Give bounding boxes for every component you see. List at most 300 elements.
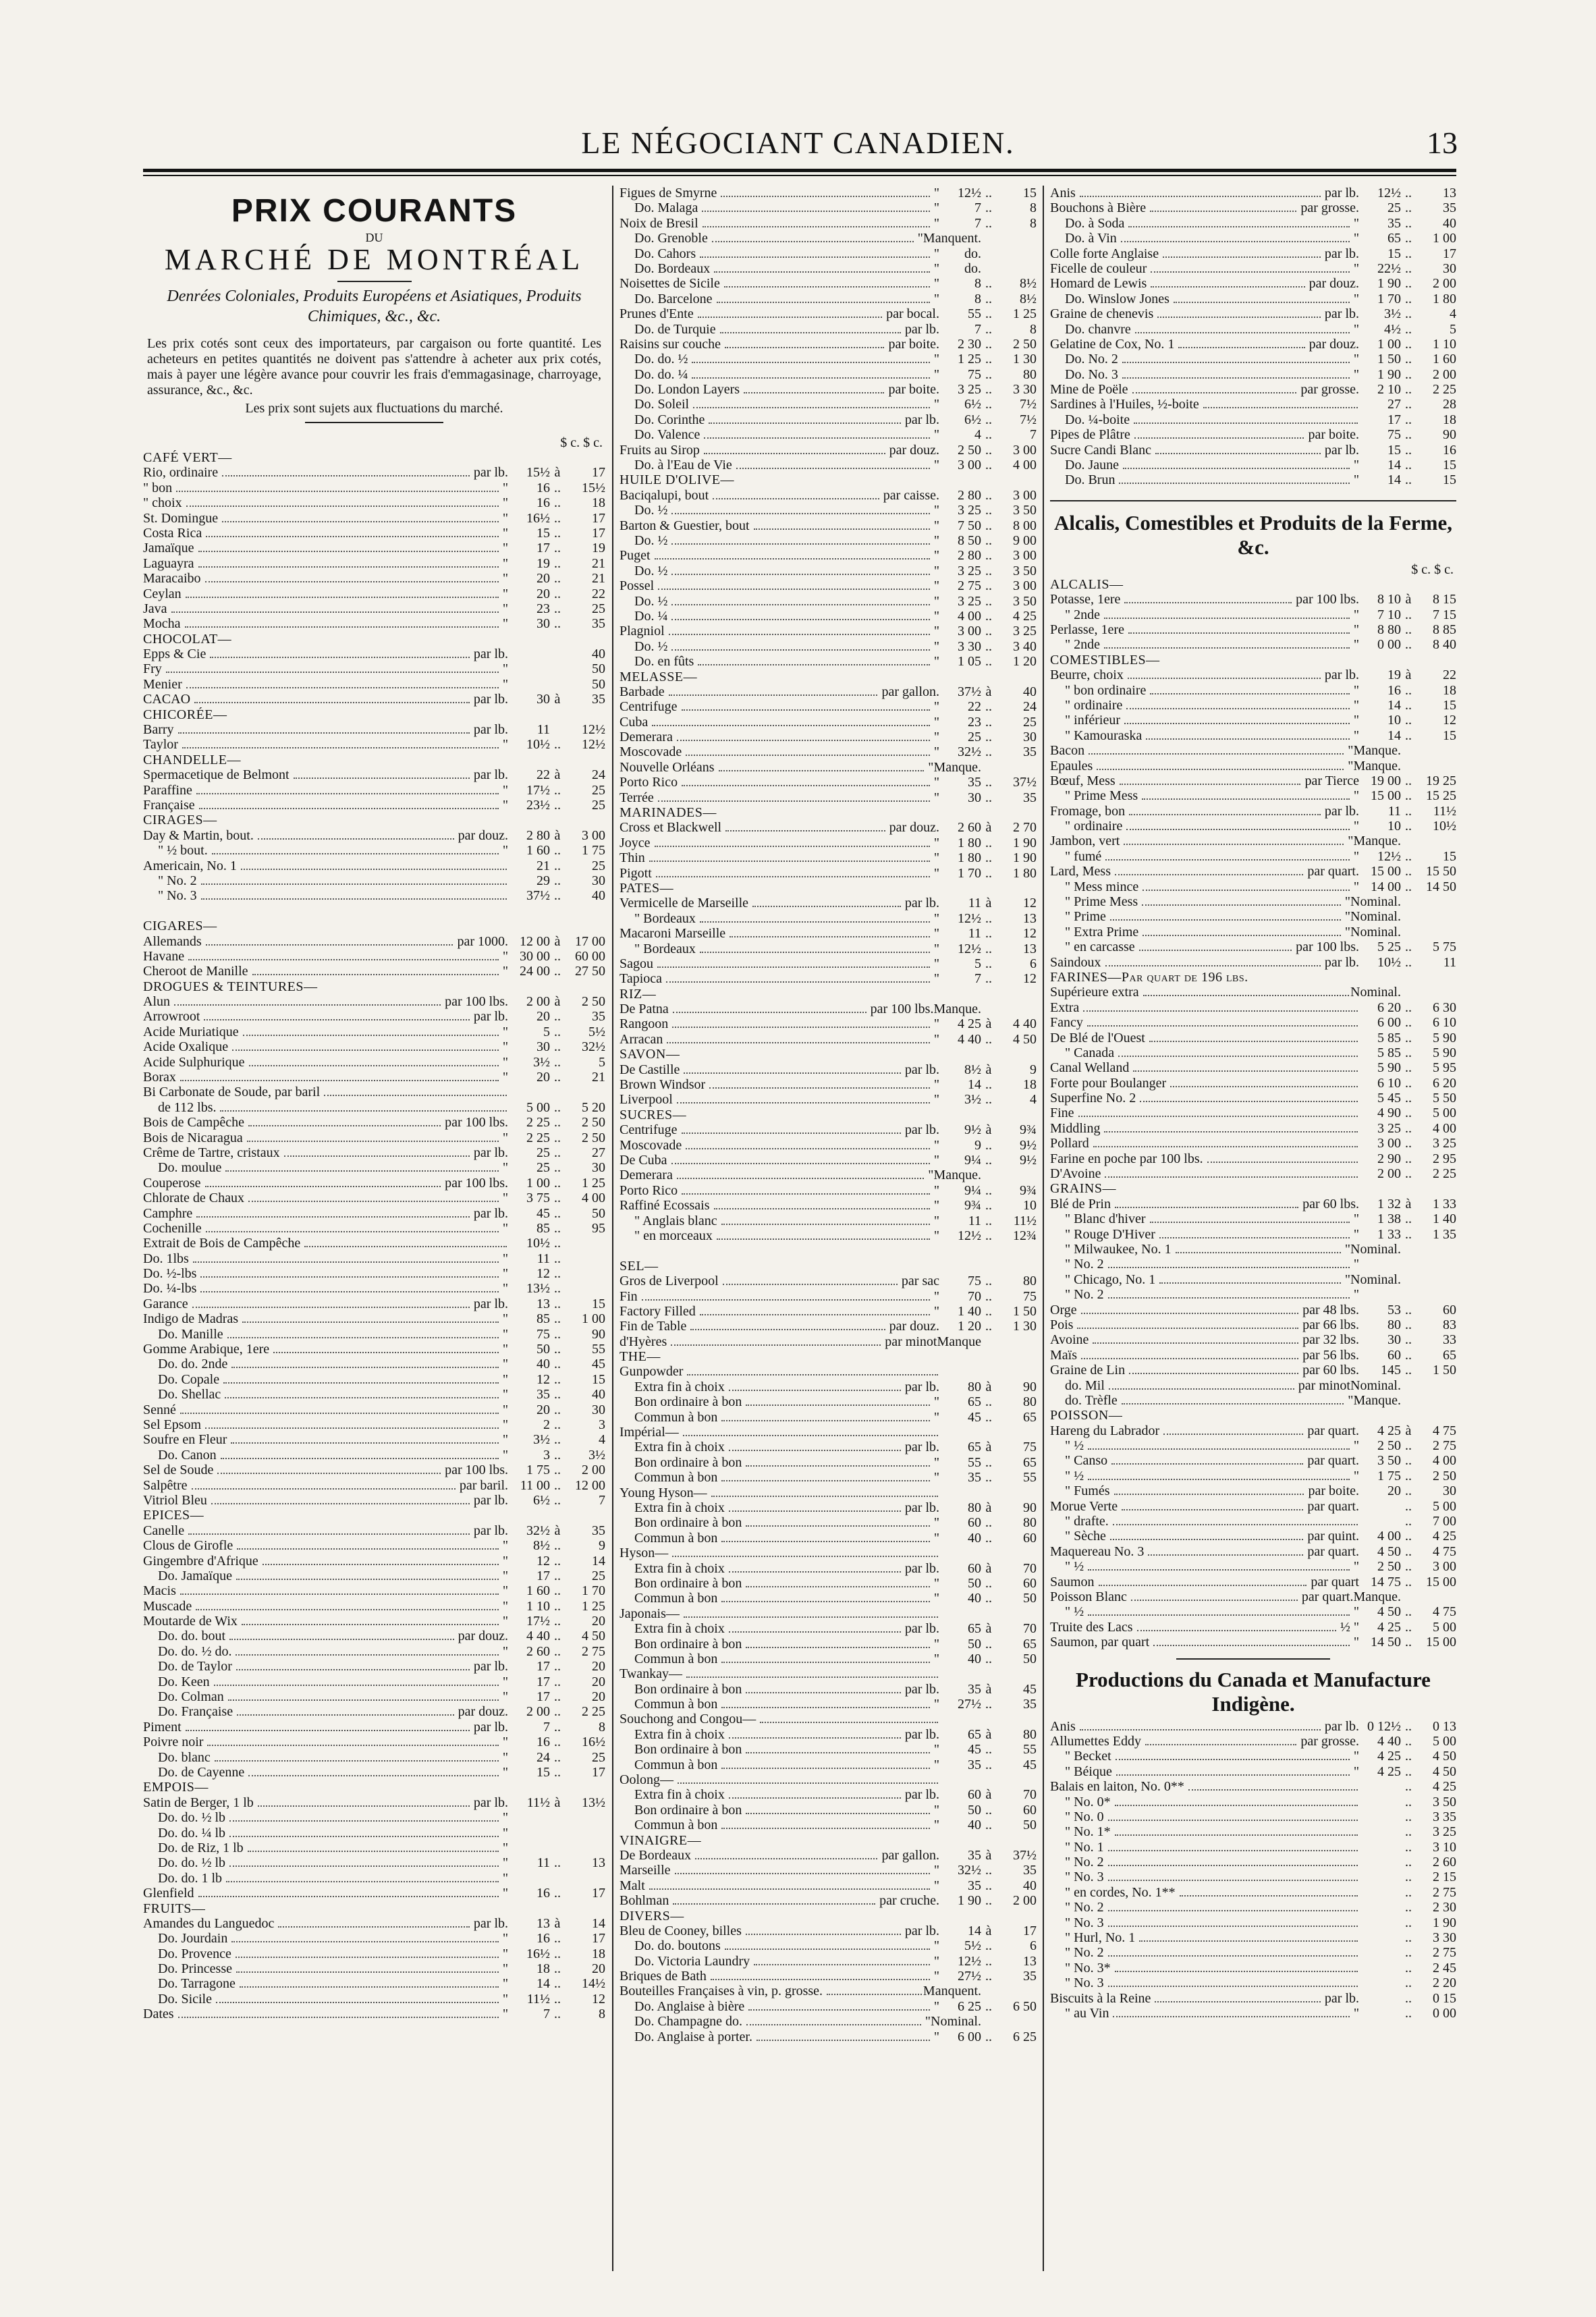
price-row	[1050, 1915, 1456, 1930]
price-low: 11	[968, 1213, 981, 1228]
dot-leader	[226, 1881, 499, 1882]
price-high: 1 60	[1433, 352, 1456, 367]
price-low: 2 50	[1377, 1559, 1401, 1575]
price-separator: ..	[1405, 682, 1412, 698]
item-unit: par quart.	[1307, 1544, 1359, 1559]
price-separator: ..	[1405, 1317, 1412, 1332]
item-name: De Bordeaux	[620, 1847, 692, 1863]
category-heading	[143, 919, 605, 933]
price-separator: à	[985, 1440, 992, 1455]
item-name: Do. de Riz, 1 lb	[158, 1840, 244, 1855]
price-high: 17	[592, 465, 605, 481]
item-name: Do. Grenoble	[634, 231, 708, 246]
price-separator: ..	[1405, 1960, 1412, 1975]
price-row	[143, 1130, 605, 1145]
price-row	[1050, 1734, 1456, 1749]
item-name: Bois de Campêche	[143, 1115, 244, 1130]
price-separator: ..	[554, 1674, 561, 1689]
price-low: 6 20	[1377, 1000, 1401, 1015]
price-high: 6 25	[1013, 2029, 1037, 2044]
price-high: 12	[592, 1991, 605, 2007]
price-separator: ..	[1405, 1870, 1412, 1885]
price-low: 2 80	[958, 487, 981, 503]
item-unit: "	[933, 1153, 939, 1168]
price-high: 65	[1023, 1636, 1037, 1652]
price-row	[143, 1085, 605, 1099]
price-high: 5 00	[1433, 1619, 1456, 1635]
item-unit: "	[933, 1953, 939, 1969]
dot-leader	[216, 2002, 499, 2003]
item-name: Do. No. 3	[1065, 366, 1118, 382]
price-separator: ..	[1405, 1884, 1412, 1900]
price-low: 35	[968, 1847, 981, 1863]
price-separator: ..	[1405, 1015, 1412, 1031]
price-row	[620, 1228, 1037, 1243]
price-separator: ..	[985, 382, 992, 398]
item-name: Arrowroot	[143, 1009, 200, 1025]
price-low: 16½	[526, 1946, 550, 1961]
dot-leader	[1143, 995, 1349, 996]
item-unit: par 100 lbs.	[445, 1175, 508, 1191]
price-separator: ..	[1405, 1915, 1412, 1930]
item-unit: par boite.	[888, 336, 939, 352]
item-name: Sucre Candi Blanc	[1050, 442, 1151, 458]
item-name: Bon ordinaire à bon	[634, 1802, 742, 1818]
price-row	[620, 1999, 1037, 2014]
price-high: 8 15	[1433, 592, 1456, 607]
price-row	[1050, 1438, 1456, 1453]
price-high: 70	[1023, 1621, 1037, 1637]
price-low: 12½	[1377, 848, 1401, 864]
price-separator: ..	[1405, 939, 1412, 955]
price-separator: à	[985, 1787, 992, 1803]
dot-leader	[1088, 1448, 1350, 1450]
item-name: Do. Malaga	[634, 200, 698, 216]
price-low: 14	[968, 1077, 981, 1093]
price-low: 7	[974, 321, 981, 337]
price-row	[620, 1319, 1037, 1334]
price-row	[620, 609, 1037, 624]
price-high: 7½	[1020, 397, 1037, 412]
item-unit: "	[933, 714, 939, 730]
price-separator: ..	[1405, 1855, 1412, 1870]
price-separator: à	[985, 1560, 992, 1576]
price-low: 4 25	[1377, 1749, 1401, 1764]
price-separator: ..	[1405, 382, 1412, 398]
item-unit: par grosse.	[1300, 1733, 1359, 1749]
price-low: 65	[968, 1394, 981, 1410]
item-unit: "	[1353, 472, 1359, 488]
price-low: 25	[536, 1160, 550, 1176]
price-low: 85	[536, 1220, 550, 1236]
price-separator: ..	[985, 1575, 992, 1591]
price-separator: ..	[554, 1477, 561, 1493]
dot-leader	[180, 1080, 499, 1081]
price-row	[143, 1841, 605, 1855]
category-heading	[143, 979, 605, 994]
item-unit: "	[933, 744, 939, 760]
item-name: De Castille	[620, 1062, 680, 1077]
dot-leader	[278, 1926, 470, 1928]
price-separator: ..	[1405, 1718, 1412, 1734]
price-separator: ..	[985, 1182, 992, 1198]
price-high: 50	[592, 676, 605, 692]
price-separator: ..	[554, 1024, 561, 1039]
dot-leader	[248, 1125, 441, 1126]
item-unit: "	[933, 366, 939, 382]
dot-leader	[729, 1510, 901, 1512]
price-row	[1050, 337, 1456, 352]
price-low: 60	[968, 1787, 981, 1803]
price-low: 45	[536, 1205, 550, 1221]
price-row	[1050, 1121, 1456, 1136]
item-unit: "	[502, 1024, 508, 1039]
item-unit: "	[502, 964, 508, 979]
category-label: GRAINS—	[1050, 1181, 1116, 1197]
dot-leader	[746, 1934, 901, 1935]
header-rule-thick	[143, 169, 1456, 172]
item-unit: "	[502, 1538, 508, 1554]
price-separator: ..	[985, 336, 992, 352]
price-row	[620, 1153, 1037, 1168]
item-unit: "	[933, 246, 939, 261]
price-separator: ..	[1405, 1120, 1412, 1136]
price-high: 3 50	[1013, 563, 1037, 578]
price-row	[143, 1674, 605, 1689]
item-name: Raffiné Ecossais	[620, 1198, 710, 1214]
item-name: Do. Tarragone	[158, 1976, 236, 1992]
price-separator: ..	[1405, 1635, 1412, 1650]
price-row	[143, 1191, 605, 1205]
item-name: " Prime Mess	[1065, 894, 1138, 910]
price-row	[143, 1599, 605, 1614]
item-name: Centrifuge	[620, 699, 678, 715]
price-high: 7	[1030, 427, 1037, 443]
price-high: 55	[1023, 1742, 1037, 1757]
price-row	[1050, 713, 1456, 728]
price-low: 21	[536, 858, 550, 873]
price-row	[1050, 607, 1456, 622]
price-row	[143, 1039, 605, 1054]
price-high: 95	[592, 1220, 605, 1236]
price-row	[1050, 698, 1456, 713]
price-row	[1050, 1809, 1456, 1824]
price-low: 65	[968, 1440, 981, 1455]
price-separator: ..	[985, 1319, 992, 1334]
price-separator: ..	[1405, 1809, 1412, 1824]
price-separator: à	[985, 896, 992, 911]
price-separator: à	[985, 1681, 992, 1697]
price-low: 0 12½	[1367, 1718, 1401, 1734]
item-name: Homard de Lewis	[1050, 276, 1147, 292]
dot-leader	[200, 1276, 498, 1278]
item-name: Twankay—	[620, 1666, 683, 1682]
item-name: Macaroni Marseille	[620, 926, 726, 942]
price-separator: ..	[1405, 1794, 1412, 1809]
price-separator: à	[985, 1621, 992, 1637]
price-row	[143, 1689, 605, 1704]
price-row	[143, 798, 605, 813]
price-high: 50	[592, 661, 605, 677]
price-row	[1050, 1378, 1456, 1393]
dot-leader	[690, 1329, 885, 1330]
item-name: " No. 2	[1065, 1900, 1104, 1915]
item-name: Acide Muriatique	[143, 1024, 239, 1039]
dot-leader	[713, 498, 879, 499]
price-high: 30	[1443, 1483, 1456, 1499]
item-name: " Prime	[1065, 909, 1106, 925]
page-title: LE NÉGOCIANT CANADIEN.	[581, 126, 1015, 160]
price-high: 15	[1443, 458, 1456, 473]
item-name: Do. blanc	[158, 1749, 211, 1765]
price-high: 90	[1023, 1379, 1037, 1394]
price-row	[1050, 759, 1456, 773]
price-separator: à	[985, 1726, 992, 1742]
price-row	[143, 1992, 605, 2007]
price-separator: ..	[1405, 1226, 1412, 1242]
price-high: 6 50	[1013, 1998, 1037, 2014]
dot-leader	[700, 952, 930, 953]
item-unit: "	[502, 525, 508, 541]
price-low: 20	[536, 571, 550, 587]
item-unit: par gallon.	[881, 684, 939, 699]
price-row	[143, 1372, 605, 1387]
price-row	[1050, 1559, 1456, 1574]
category-heading	[620, 1047, 1037, 1062]
price-high: 3 50	[1013, 593, 1037, 609]
item-name: " en morceaux	[634, 1228, 713, 1243]
price-high: 5 95	[1433, 1060, 1456, 1076]
price-low: 12½	[958, 910, 981, 926]
price-separator: ..	[1405, 1030, 1412, 1045]
price-low: 4 50	[1377, 1544, 1401, 1559]
item-name: Malt	[620, 1878, 645, 1893]
price-low: 14	[536, 1976, 550, 1992]
price-high: 5 75	[1433, 939, 1456, 955]
dot-leader	[682, 709, 930, 711]
item-name: Cochenille	[143, 1220, 202, 1236]
item-unit: "	[933, 926, 939, 942]
item-unit: "	[502, 555, 508, 571]
item-name: Epaules	[1050, 758, 1093, 773]
price-low: 6½	[533, 1492, 550, 1508]
dot-leader	[1088, 1479, 1350, 1480]
dot-leader	[724, 286, 930, 288]
dot-leader	[1120, 784, 1301, 785]
dot-leader	[1151, 271, 1350, 273]
category-label: EMPOIS—	[143, 1780, 209, 1795]
price-low: 6 00	[1377, 1015, 1401, 1031]
item-name: " No. 0	[1065, 1809, 1104, 1824]
intro-note: Les prix sont sujets aux fluctuations du marché.	[245, 401, 503, 416]
price-separator: ..	[554, 616, 561, 632]
price-separator: ..	[554, 1492, 561, 1508]
price-row	[620, 1772, 1037, 1787]
price-row	[1050, 939, 1456, 954]
item-unit: par lb.	[1324, 442, 1359, 458]
price-row	[1050, 1885, 1456, 1900]
price-separator: ..	[1405, 1483, 1412, 1499]
price-separator: ..	[1405, 848, 1412, 864]
price-high: 3 25	[1433, 1824, 1456, 1840]
price-low: 2 50	[1377, 1438, 1401, 1454]
price-row	[1050, 1961, 1456, 1975]
price-high: 21	[592, 1070, 605, 1085]
item-unit: "	[933, 1818, 939, 1833]
dot-leader	[1180, 1895, 1358, 1897]
item-unit: "	[933, 518, 939, 533]
dot-leader	[746, 1405, 929, 1406]
category-heading	[143, 632, 605, 647]
price-high: 17	[592, 525, 605, 541]
item-unit: "	[1353, 1749, 1359, 1764]
price-low: 12½	[958, 186, 981, 200]
intro-paragraph: Les prix cotés sont ceux des importateurs, par cargaison ou forte quantité. Les acheteurs en petites quantités ne doivent pas s'attendre à acheter aux prix cotés, mais à payer une légère avance pour couvrir les frais d'emmagasinage, charroyage, assurance, &c., &c.	[147, 336, 601, 398]
price-separator: ..	[1405, 1347, 1412, 1363]
item-unit: par lb.	[1324, 246, 1359, 261]
price-high: 4	[1030, 1092, 1037, 1108]
price-low: 11½	[526, 1991, 550, 2007]
price-low: 85	[536, 1311, 550, 1327]
price-row	[1050, 443, 1456, 458]
price-low: 6½	[964, 412, 981, 427]
price-low: 23½	[526, 797, 550, 813]
price-low: 30	[536, 1039, 550, 1055]
item-unit: par lb.	[1324, 1990, 1359, 2006]
price-row	[620, 1697, 1037, 1712]
dot-leader	[222, 475, 470, 476]
item-unit: "	[1353, 622, 1359, 637]
dot-leader	[1140, 1101, 1358, 1102]
item-unit: "	[1348, 758, 1354, 773]
item-unit: par lb.	[904, 1681, 939, 1697]
price-separator: ..	[554, 1991, 561, 2007]
price-separator: ..	[1405, 276, 1412, 292]
price-separator: ..	[985, 1198, 992, 1214]
dot-leader	[1145, 1744, 1296, 1745]
price-low: 3 25	[958, 503, 981, 518]
dot-leader	[721, 1662, 929, 1663]
price-row	[1050, 1151, 1456, 1166]
title-divider	[337, 281, 412, 282]
price-row	[620, 2014, 1037, 2029]
item-name: Do. à l'Eau de Vie	[634, 458, 732, 473]
dot-leader	[1115, 1834, 1358, 1836]
price-low: 30 00	[520, 948, 550, 964]
price-low: 40	[968, 1818, 981, 1833]
dot-leader	[671, 619, 929, 620]
dot-leader	[746, 1692, 901, 1693]
price-separator: ..	[554, 1099, 561, 1115]
item-name: Couperose	[143, 1175, 201, 1191]
dot-leader	[1207, 1162, 1358, 1163]
price-high: 8½	[1020, 291, 1037, 306]
price-high: 2 00	[1433, 366, 1456, 382]
item-unit: par lb.	[904, 321, 939, 337]
price-low: 5 90	[1377, 1060, 1401, 1076]
price-separator: ..	[554, 525, 561, 541]
price-row	[620, 684, 1037, 699]
price-separator: ..	[985, 1213, 992, 1228]
price-high: 25	[592, 858, 605, 873]
price-high: 5 90	[1433, 1045, 1456, 1060]
price-separator: ..	[1405, 1514, 1412, 1529]
item-name: Do. ½	[634, 503, 668, 518]
price-low: 1 60	[526, 843, 550, 858]
price-row	[143, 1342, 605, 1357]
price-low: 2 00	[1377, 1166, 1401, 1182]
price-separator: à	[554, 994, 561, 1010]
item-unit: par 100 lbs.	[445, 1463, 508, 1478]
price-low: 16	[1387, 682, 1401, 698]
price-low: 1 80	[958, 850, 981, 866]
price-row	[143, 1251, 605, 1266]
price-high: 25	[592, 1749, 605, 1765]
price-low: 27½	[958, 1969, 981, 1984]
price-separator: ..	[1405, 1151, 1412, 1166]
row-spacer	[143, 904, 605, 919]
price-high: 17	[1443, 246, 1456, 261]
price-low: 4 40	[1377, 1733, 1401, 1749]
dot-leader	[1088, 1569, 1350, 1571]
price-separator: ..	[1405, 306, 1412, 322]
item-name: Soufre en Fleur	[143, 1432, 227, 1448]
price-row	[620, 503, 1037, 518]
dot-leader	[677, 1102, 930, 1103]
price-row	[620, 956, 1037, 971]
price-row	[1050, 1106, 1456, 1120]
price-low: 2 00	[526, 1704, 550, 1720]
price-row	[1050, 1393, 1456, 1408]
price-row	[1050, 834, 1456, 848]
dot-leader	[1093, 1146, 1358, 1147]
item-name: Pigott	[620, 865, 652, 881]
dot-leader	[746, 1465, 929, 1467]
price-separator: à	[985, 1379, 992, 1394]
price-row	[143, 1810, 605, 1825]
dot-leader	[188, 959, 499, 960]
price-row	[1050, 1840, 1456, 1855]
item-unit: "	[1353, 1764, 1359, 1779]
item-unit: par 100 lbs.	[1296, 592, 1359, 607]
item-unit: "	[933, 1077, 939, 1093]
item-unit: "	[933, 1092, 939, 1108]
dot-leader	[186, 597, 499, 598]
item-name: " Bordeaux	[634, 941, 696, 956]
price-high: 17	[1023, 1923, 1037, 1938]
item-name: Do. Jamaïque	[158, 1568, 232, 1583]
price-row	[620, 1002, 1037, 1016]
dot-leader	[671, 1344, 881, 1346]
price-row	[620, 1364, 1037, 1379]
price-separator: ..	[1405, 637, 1412, 653]
price-low: 1 25	[958, 352, 981, 367]
dot-leader	[1122, 1403, 1344, 1405]
price-low: 1 70	[1377, 291, 1401, 306]
item-name: Do. Sicile	[158, 1991, 212, 2007]
price-row	[1050, 1930, 1456, 1945]
dot-leader	[752, 906, 901, 907]
item-unit: "	[933, 1575, 939, 1591]
price-high: 15	[1443, 472, 1456, 488]
price-separator: ..	[985, 956, 992, 971]
dot-leader	[1108, 1955, 1358, 1957]
item-unit: par quart.	[1307, 1453, 1359, 1469]
item-name: Do. chanvre	[1065, 321, 1131, 337]
item-name: Bon ordinaire à bon	[634, 1681, 742, 1697]
price-separator: ..	[554, 1326, 561, 1342]
price-low: 17	[536, 1659, 550, 1674]
